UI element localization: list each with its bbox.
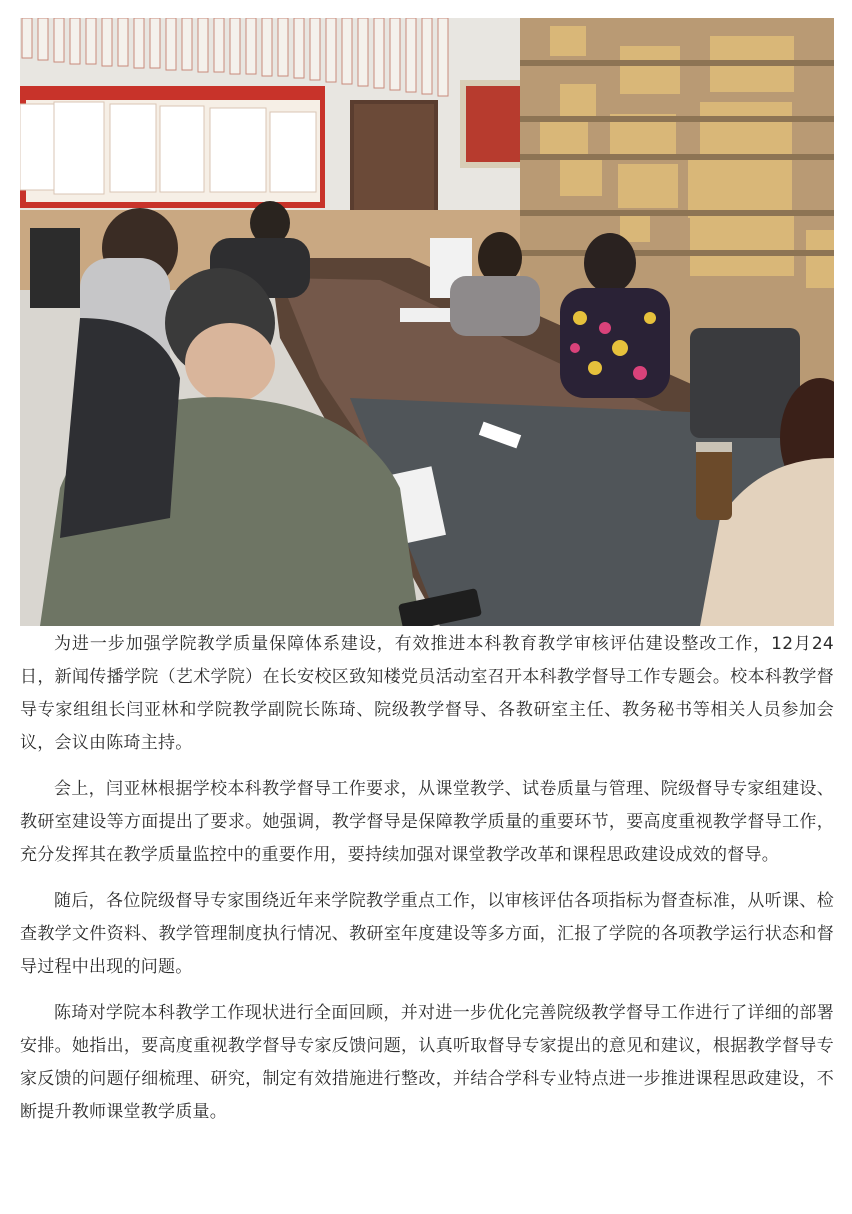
paragraph: 陈琦对学院本科教学工作现状进行全面回顾，并对进一步优化完善院级教学督导工作进行了详细的部署安排。她指出，要高度重视教学督导专家反馈问题，认真听取督导专家提出的意见和建议，根据教学督导专家反馈的问题仔细梳理、研究，制定有效措施进行整改，并结合学科专业特点进一步推进课程思政建设，不断提升教师课堂教学质量。 xyxy=(20,1003,834,1122)
paragraph: 会上，闫亚林根据学校本科教学督导工作要求，从课堂教学、试卷质量与管理、院级督导专家组建设、教研室建设等方面提出了要求。她强调，教学督导是保障教学质量的重要环节，要高度重视教学督导工作，充分发挥其在教学质量监控中的重要作用，要持续加强对课堂教学改革和课程思政建设成效的督导。 xyxy=(20,779,834,865)
article-body xyxy=(20,628,834,1142)
meeting-photo xyxy=(20,18,834,626)
paragraph: 随后，各位院级督导专家围绕近年来学院教学重点工作，以审核评估各项指标为督查标准，从听课、检查教学文件资料、教学管理制度执行情况、教研室年度建设等多方面，汇报了学院的各项教学运行状态和督导过程中出现的问题。 xyxy=(20,891,834,977)
paragraph: 为进一步加强学院教学质量保障体系建设，有效推进本科教育教学审核评估建设整改工作，12月24日，新闻传播学院（艺术学院）在长安校区致知楼党员活动室召开本科教学督导工作专题会。校本科教学督导专家组组长闫亚林和学院教学副院长陈琦、院级教学督导、各教研室主任、教务秘书等相关人员参加会议，会议由陈琦主持。 xyxy=(20,634,834,753)
